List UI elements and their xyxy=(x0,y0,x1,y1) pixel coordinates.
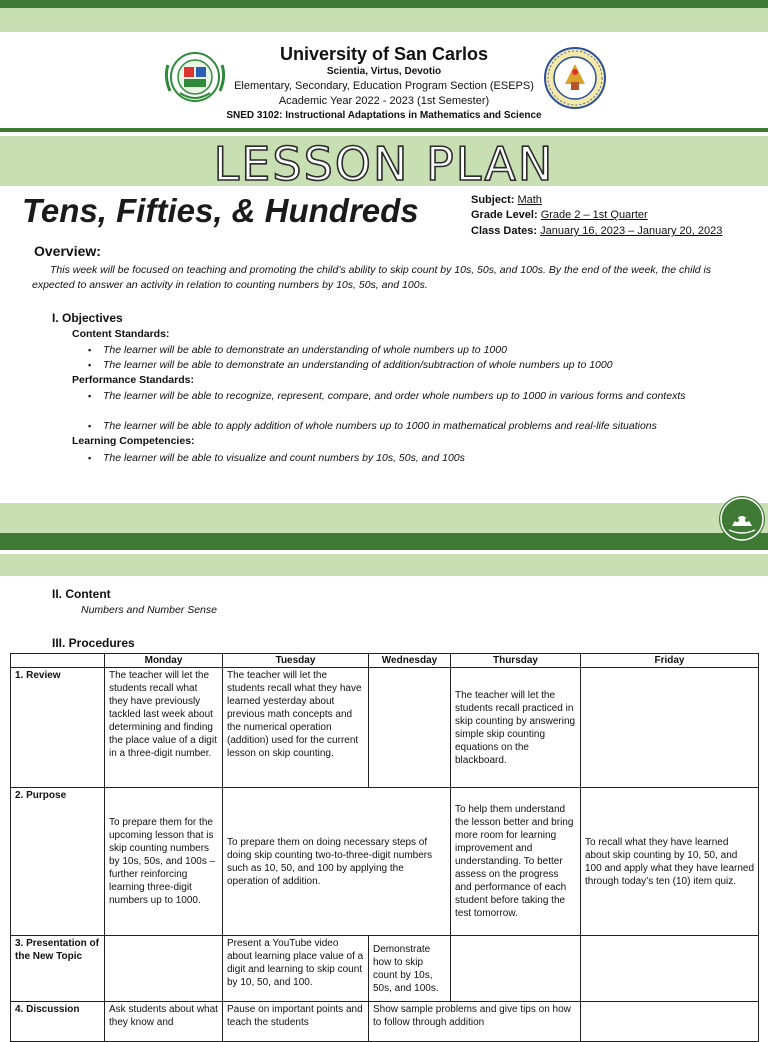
table-cell xyxy=(105,936,223,1002)
page2-top-light-band xyxy=(0,554,768,576)
bullet-icon: ▪ xyxy=(88,453,92,463)
table-cell xyxy=(369,668,451,788)
column-header-friday: Friday xyxy=(581,654,759,668)
column-header-thursday: Thursday xyxy=(451,654,581,668)
bullet-icon: ▪ xyxy=(88,391,92,401)
table-row xyxy=(11,936,759,1002)
table-cell: The teacher will let the students recall practiced in skip counting by answering simple skip counting equations on the blackboard. xyxy=(451,668,581,788)
table-cell: Present a YouTube video about learning place value of a digit and learning to skip count by 10, 50, and 100. xyxy=(223,936,369,1002)
subject-value: Math xyxy=(517,194,542,206)
overview-text: This week will be focused on teaching and promoting the child’s ability to skip count by 10s, 50s, and 100s. By the end of the week, the child is expected to answer an activity in relation to counting numbers by 10s, 50s, and 100s. xyxy=(32,264,712,291)
overview-heading: Overview: xyxy=(34,243,101,259)
list-item: ▪ The learner will be able to recognize, represent, compare, and order whole numbers up to 1000 in various forms and contexts xyxy=(88,390,686,402)
list-item: ▪ The learner will be able to apply addition of whole numbers up to 1000 in mathematical problems and real-life situations xyxy=(88,420,657,432)
page-break-light-band xyxy=(0,503,768,533)
top-light-band xyxy=(0,8,768,32)
academic-year: Academic Year 2022 - 2023 (1st Semester) xyxy=(278,95,490,107)
column-header-monday: Monday xyxy=(105,654,223,668)
table-cell: To help them understand the lesson better and bring more room for learning improvement and understanding. To better assess on the progress and performance of each student before taking the test tomorrow. xyxy=(451,788,581,936)
bullet-icon: ▪ xyxy=(88,421,92,431)
table-row xyxy=(11,1002,759,1042)
content-text: Numbers and Number Sense xyxy=(81,604,217,616)
table-cell: Show sample problems and give tips on how to follow through addition xyxy=(369,1002,581,1042)
table-cell: Demonstrate how to skip count by 10s, 50s, and 100s. xyxy=(369,936,451,1002)
table-cell xyxy=(451,936,581,1002)
list-item: ▪ The learner will be able to demonstrate an understanding of addition/subtraction of whole numbers up to 1000 xyxy=(88,359,613,371)
header-divider-band xyxy=(0,128,768,132)
row-label: 4. Discussion xyxy=(11,1002,105,1042)
program-section: Elementary, Secondary, Education Program Section (ESEPS) xyxy=(234,80,534,92)
course-title: SNED 3102: Instructional Adaptations in Mathematics and Science xyxy=(226,110,542,121)
table-cell: To prepare them on doing necessary steps of doing skip counting two-to-three-digit numbers such as 10, 50, and 100 by applying the operation of addition. xyxy=(223,788,451,936)
procedures-table xyxy=(10,653,759,1042)
top-dark-band xyxy=(0,0,768,8)
dates-line xyxy=(471,225,722,237)
column-header-wednesday: Wednesday xyxy=(369,654,451,668)
page-break-dark-band xyxy=(0,533,768,550)
table-row xyxy=(11,668,759,788)
subject-label: Subject: xyxy=(471,194,515,206)
dates-label: Class Dates: xyxy=(471,225,538,237)
table-cell: Pause on important points and teach the students xyxy=(223,1002,369,1042)
topic-heading: Tens, Fifties, & Hundreds xyxy=(22,192,419,229)
bullet-icon: ▪ xyxy=(88,360,92,370)
university-name: University of San Carlos xyxy=(279,44,489,64)
bullet-icon: ▪ xyxy=(88,345,92,355)
content-heading: II. Content xyxy=(52,587,111,601)
column-header-tuesday: Tuesday xyxy=(223,654,369,668)
school-badge-icon xyxy=(719,496,765,542)
objectives-heading: I. Objectives xyxy=(52,311,123,325)
row-label: 1. Review xyxy=(11,668,105,788)
table-cell: The teacher will let the students recall what they have learned yesterday about previous math concepts and the numerical operation (addition) used for the current lesson on skip counting. xyxy=(223,668,369,788)
learning-competencies-label: Learning Competencies: xyxy=(72,435,195,447)
table-cell: Ask students about what they know and xyxy=(105,1002,223,1042)
table-row xyxy=(11,788,759,936)
table-cell xyxy=(581,668,759,788)
grade-value: Grade 2 – 1st Quarter xyxy=(540,209,648,221)
performance-standards-label: Performance Standards: xyxy=(72,374,194,386)
table-cell: To prepare them for the upcoming lesson that is skip counting numbers by 10s, 50s, and 100s – further reinforcing learning three-digit numbers up to 1000. xyxy=(105,788,223,936)
grade-line xyxy=(471,209,648,221)
table-cell xyxy=(581,936,759,1002)
table-cell: To recall what they have learned about skip counting by 10, 50, and 100 and apply what they have learned through today’s ten (10) item quiz. xyxy=(581,788,759,936)
dates-value: January 16, 2023 – January 20, 2023 xyxy=(540,225,723,237)
university-motto: Scientia, Virtus, Devotio xyxy=(326,66,442,77)
column-header xyxy=(11,654,105,668)
row-label: 2. Purpose xyxy=(11,788,105,936)
list-item: ▪ The learner will be able to visualize and count numbers by 10s, 50s, and 100s xyxy=(88,452,465,464)
subject-line xyxy=(471,194,542,206)
lesson-plan-title: LESSON PLAN xyxy=(213,137,555,191)
grade-label: Grade Level: xyxy=(471,209,538,221)
row-label: 3. Presentation of the New Topic xyxy=(11,936,105,1002)
content-standards-label: Content Standards: xyxy=(72,328,170,340)
table-cell xyxy=(581,1002,759,1042)
list-item: ▪ The learner will be able to demonstrate an understanding of whole numbers up to 1000 xyxy=(88,344,507,356)
table-cell: The teacher will let the students recall what they have previously tackled last week about determining and finding the place value of a digit in a three-digit number. xyxy=(105,668,223,788)
procedures-heading: III. Procedures xyxy=(52,636,135,650)
table-header-row xyxy=(11,654,759,668)
